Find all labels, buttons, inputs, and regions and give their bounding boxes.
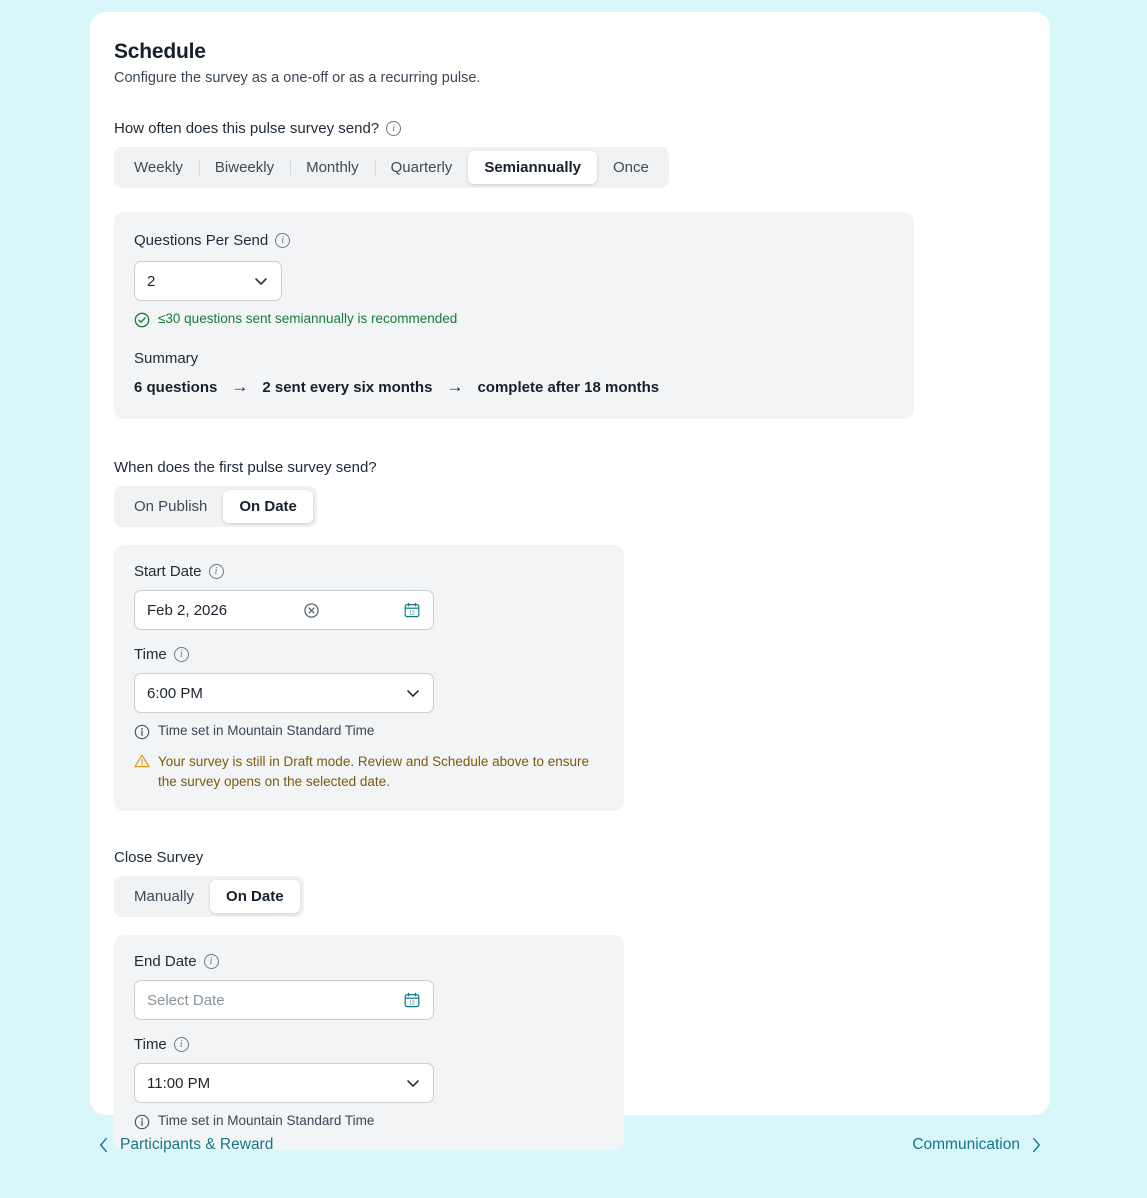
first-send-option-on-date[interactable]: On Date <box>223 490 313 523</box>
questions-per-send-select[interactable] <box>134 261 282 301</box>
chevron-down-icon <box>405 1075 421 1091</box>
start-timezone-hint <box>134 723 604 740</box>
arrow-icon: → <box>446 377 464 396</box>
info-icon[interactable]: i <box>174 647 189 662</box>
draft-warning <box>134 752 604 791</box>
info-icon[interactable]: i <box>174 1037 189 1052</box>
end-timezone-hint-text: Time set in Mountain Standard Time <box>158 1113 375 1129</box>
end-date-panel <box>114 935 624 1150</box>
start-time-label-text: Time <box>134 646 167 663</box>
page-title: Schedule <box>114 40 206 63</box>
summary-part-questions: 6 questions <box>134 378 218 396</box>
close-survey-option-manually[interactable]: Manually <box>118 880 210 913</box>
frequency-label <box>114 120 1026 137</box>
chevron-right-icon <box>1031 1136 1042 1154</box>
frequency-label-text: How often does this pulse survey send? <box>114 120 380 137</box>
calendar-icon[interactable] <box>403 601 421 619</box>
questions-per-send-panel <box>114 212 914 419</box>
end-date-label <box>134 953 604 970</box>
start-time-label <box>134 646 604 663</box>
previous-step-label: Participants & Reward <box>120 1136 274 1153</box>
info-icon[interactable]: i <box>386 121 401 136</box>
wizard-footer <box>90 1136 1050 1154</box>
end-time-label-text: Time <box>134 1036 167 1054</box>
start-date-input[interactable] <box>134 590 434 630</box>
end-date-placeholder: Select Date <box>147 991 225 1009</box>
questions-per-send-hint <box>134 311 894 328</box>
chevron-down-icon <box>405 685 421 701</box>
summary-part-cadence: 2 sent every six months <box>262 378 433 396</box>
start-timezone-hint-text: Time set in Mountain Standard Time <box>158 723 375 738</box>
chevron-down-icon <box>253 273 269 289</box>
start-time-select[interactable] <box>134 673 434 713</box>
frequency-option-quarterly[interactable]: Quarterly <box>375 151 469 184</box>
info-icon[interactable]: i <box>204 954 219 969</box>
close-survey-option-on-date[interactable]: On Date <box>210 880 300 913</box>
questions-per-send-label-text: Questions Per Send <box>134 232 269 249</box>
end-time-value: 11:00 PM <box>147 1074 211 1092</box>
schedule-card <box>90 12 1050 1129</box>
arrow-icon: → <box>231 377 249 396</box>
start-date-value: Feb 2, 2026 <box>147 601 228 619</box>
frequency-option-monthly[interactable]: Monthly <box>290 151 375 184</box>
end-timezone-hint <box>134 1113 604 1130</box>
end-time-select[interactable] <box>134 1063 434 1103</box>
info-circle-icon <box>134 724 150 740</box>
first-send-option-on-publish[interactable]: On Publish <box>118 490 223 523</box>
svg-text:12: 12 <box>409 610 415 617</box>
warning-triangle-icon <box>134 753 150 769</box>
frequency-option-weekly[interactable]: Weekly <box>118 151 199 184</box>
summary-row <box>134 377 894 397</box>
frequency-segmented-control[interactable] <box>114 147 669 188</box>
end-date-label-text: End Date <box>134 953 197 971</box>
end-date-input[interactable] <box>134 980 434 1020</box>
draft-warning-text: Your survey is still in Draft mode. Review and Schedule above to ensure the survey opens on the selected date. <box>158 754 589 789</box>
start-date-label <box>134 563 604 580</box>
summary-label: Summary <box>134 350 199 367</box>
first-send-segmented-control[interactable] <box>114 486 317 527</box>
summary-part-completion: complete after 18 months <box>477 378 660 396</box>
next-step-label: Communication <box>912 1136 1020 1153</box>
previous-step-link[interactable] <box>98 1136 273 1154</box>
first-send-label: When does the first pulse survey send? <box>114 459 377 476</box>
questions-per-send-value: 2 <box>147 272 156 290</box>
frequency-option-once[interactable]: Once <box>597 151 665 184</box>
close-survey-label: Close Survey <box>114 849 204 867</box>
clear-icon[interactable] <box>303 602 320 619</box>
questions-per-send-hint-text: ≤30 questions sent semiannually is recommended <box>158 311 458 326</box>
check-circle-icon <box>134 312 150 328</box>
start-time-value: 6:00 PM <box>147 684 203 702</box>
end-time-label <box>134 1036 604 1053</box>
close-survey-segmented-control[interactable] <box>114 876 304 917</box>
frequency-option-semiannually[interactable]: Semiannually <box>468 151 597 184</box>
info-icon[interactable]: i <box>275 233 290 248</box>
frequency-option-biweekly[interactable]: Biweekly <box>199 151 290 184</box>
next-step-link[interactable] <box>912 1136 1042 1154</box>
svg-text:12: 12 <box>409 1000 415 1007</box>
page-subtitle: Configure the survey as a one-off or as a recurring pulse. <box>114 70 481 86</box>
questions-per-send-label <box>134 232 894 249</box>
chevron-left-icon <box>98 1136 109 1154</box>
info-circle-icon <box>134 1114 150 1130</box>
calendar-icon[interactable] <box>403 991 421 1009</box>
info-icon[interactable]: i <box>209 564 224 579</box>
start-date-panel <box>114 545 624 811</box>
start-date-label-text: Start Date <box>134 563 202 580</box>
